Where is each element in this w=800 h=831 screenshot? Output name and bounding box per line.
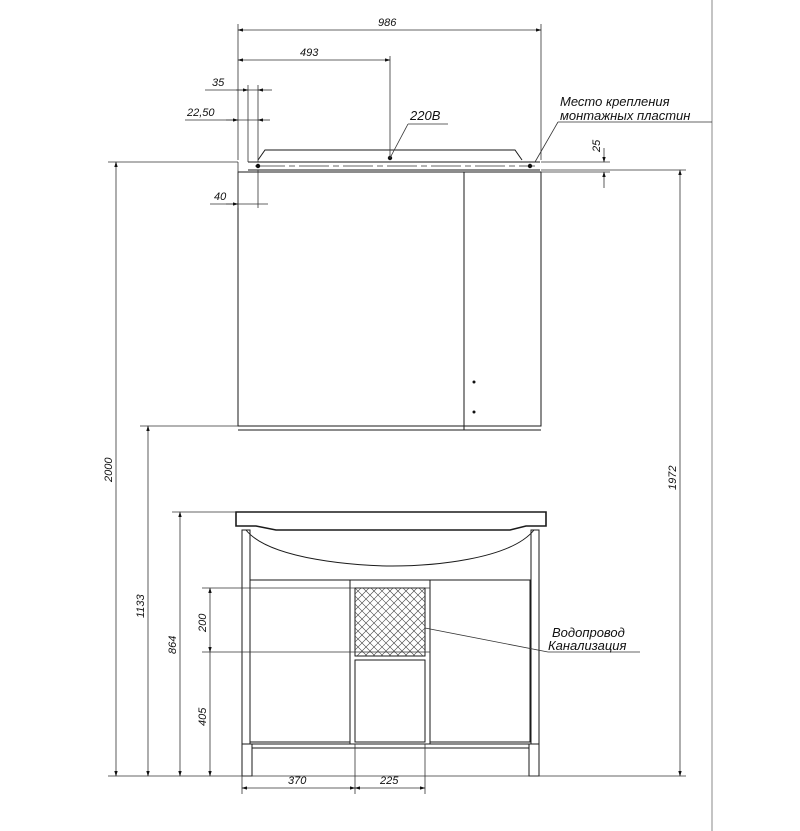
water-supply-label: Водопровод [552,625,625,640]
dim-493-label: 493 [300,47,319,59]
dim-2000-label: 2000 [103,457,115,482]
dim-40-label: 40 [214,191,227,203]
mirror-cabinet [238,150,541,430]
dim-986-label: 986 [378,17,397,29]
dim-25 [541,148,610,188]
dim-35-label: 35 [212,77,225,89]
dim-25-label: 25 [591,139,603,152]
power-leader [390,124,408,158]
dim-22-50-label: 22,50 [187,107,215,119]
dim-225-label: 225 [380,775,399,787]
dim-864-label: 864 [167,635,179,654]
mount-label-1: Место крепления [560,94,670,109]
sewer-label: Канализация [548,638,627,653]
dim-35 [205,85,272,162]
dim-1133-label: 1133 [135,594,147,618]
dim-370-label: 370 [288,775,307,787]
dim-493 [238,56,390,158]
mesh-panel [355,588,425,656]
power-label: 220В [410,108,441,123]
dim-200-label: 200 [197,613,209,632]
mount-label-2: монтажных пластин [560,108,691,123]
mount-leader [535,122,558,162]
dim-864 [172,512,236,776]
dim-1133 [140,426,238,776]
dim-1972 [541,170,686,776]
dim-986 [238,24,541,160]
dim-2000 [108,162,238,776]
dim-405-label: 405 [197,707,209,726]
vanity-cabinet [236,512,546,776]
dim-1972-label: 1972 [667,465,679,490]
dim-200 [202,588,430,652]
